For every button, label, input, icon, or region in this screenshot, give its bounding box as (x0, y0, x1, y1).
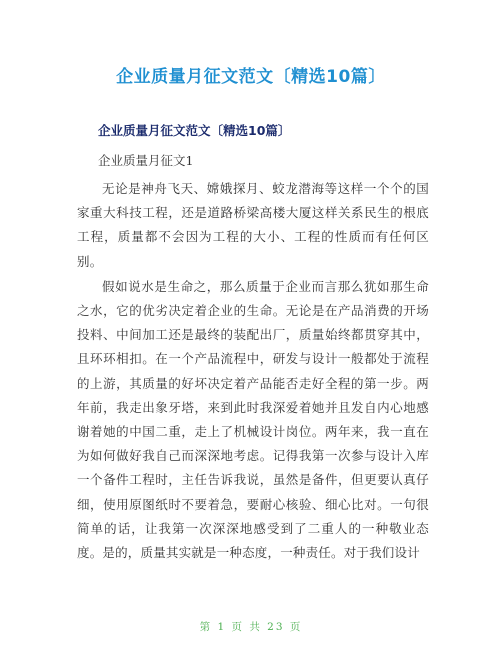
essay-subtitle: 企业质量月征文1 (98, 153, 194, 168)
document-title: 企业质量月征文范文〔精选10篇〕 (116, 67, 386, 87)
section-heading: 企业质量月征文范文〔精选10篇〕 (98, 123, 291, 138)
page-footer: 第 1 页 共 23 页 (199, 621, 303, 633)
paragraph: 假如说水是生命之，那么质量于企业而言那么犹如那生命之水，它的优劣决定着企业的生命。无论是在产品消费的开场投料、中间加工还是最终的装配出厂，质量始终都贯穿其中，且环环相扣。在一个产品流程中，研发与设计一般都处于流程的上游，其质量的好坏决定着产品能否走好全程的第一步。两年前，我走出象牙塔，来到此时我深爱着她并且发自内心地感谢着她的中国二重，走上了机械设计岗位。两年来，我一直在为如何做好我自己而深深地考虑。记得我第一次参与设计入库一个备件工程时，主任告诉我说，虽然是备件，但更要认真仔细，使用原图纸时不要着急，要耐心核验、细心比对。一句很简单的话，让我第一次深深地感受到了二重人的一种敬业态度。是的，质量其实就是一种态度，一种责任。对于我们设计 (77, 278, 429, 561)
body-text (77, 177, 429, 566)
paragraph: 无论是神舟飞天、嫦娥探月、蛟龙潜海等这样一个个的国家重大科技工程，还是道路桥梁高楼大厦这样关系民生的根底工程，质量都不会因为工程的大小、工程的性质而有任何区别。 (77, 181, 429, 269)
